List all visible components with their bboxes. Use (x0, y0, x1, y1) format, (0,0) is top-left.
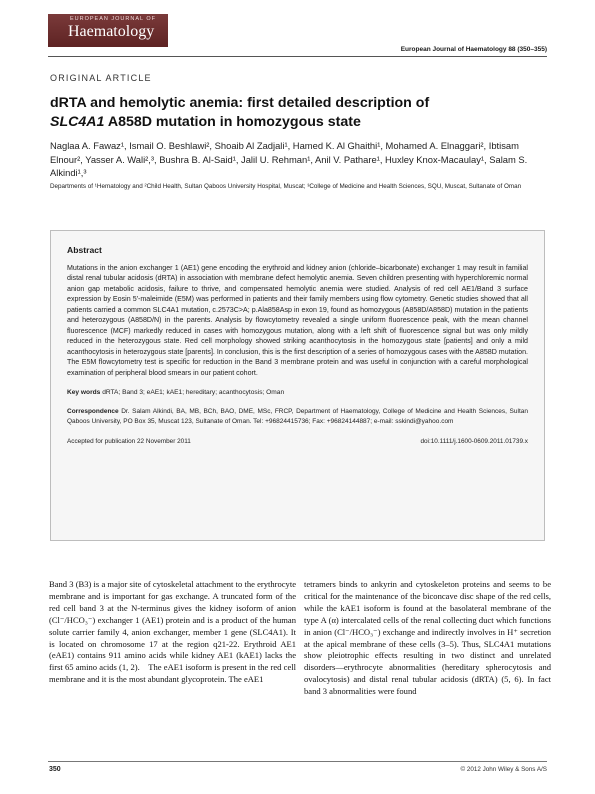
running-header: European Journal of Haematology 88 (350–355) (400, 46, 547, 53)
correspondence-label: Correspondence (67, 407, 119, 415)
keywords-text: dRTA; Band 3; eAE1; kAE1; hereditary; acanthocytosis; Oman (102, 388, 285, 396)
journal-logo (48, 14, 168, 47)
doi-link[interactable]: doi:10.1111/j.1600-0609.2011.01739.x (420, 437, 528, 445)
keywords (67, 388, 528, 398)
keywords-label: Key words (67, 388, 101, 396)
title-line-2: A858D mutation in homozygous state (104, 114, 361, 130)
title-gene: SLC4A1 (50, 114, 105, 130)
logo-small-text: EUROPEAN JOURNAL OF (70, 16, 157, 22)
correspondence-text: Dr. Salam Alkindi, BA, MB, BCh, BAO, DME, MSc, FRCP, Department of Haematology, College of Medicine and Health Sciences, Sultan Qaboos University, PO Box 35, Muscat 123, Sultanate of Oman. Tel: +96824415736; Fax: +96824144887; e-mail: sskindi@yahoo.com (67, 407, 528, 425)
header-rule (48, 56, 547, 57)
abstract-box (50, 230, 545, 541)
footer-rule (48, 761, 547, 762)
copyright-notice: © 2012 John Wiley & Sons A/S (460, 766, 547, 773)
title-line-1: dRTA and hemolytic anemia: first detailed description of (50, 95, 430, 111)
accepted-date: Accepted for publication 22 November 2011 (67, 437, 191, 445)
body-column-right: tetramers binds to ankyrin and cytoskeleton proteins and seems to be critical for the maintenance of the biconcave disc shape of the red cells, while the kAE1 isoform is found at the basolateral membrane of the type A (α) intercalated cells of the renal collecting duct which functions in anion (Cl⁻/HCO₃⁻) exchange and indirectly involves in H⁺ secretion at the apical membrane of these cells (3–5). Thus, SLC4A1 mutations show pleiotrophic effects resulting in two distinct and unrelated disorders—erythrocyte abnormalities (hereditary spherocytosis and ovalocytosis) and distal renal tubular acidosis (dRTA) (5, 6). In fact band 3 abnormalities were found (304, 579, 551, 697)
abstract-text: Mutations in the anion exchanger 1 (AE1) gene encoding the erythroid and kidney anion (chloride–bicarbonate) exchanger 1 may result in familial distal renal tubular acidosis (dRTA) in association with membrane defect hemolytic anemia. Seven children presenting with hyperchloremic normal anion gap metabolic acidosis, failure to thrive, and compensated hemolytic anemia were studied. Analysis of red cell AE1/Band 3 surface expression by Eosin 5′-maleimide (E5M) was performed in patients and their family members using flow cytometry. Genetic studies showed that all patients carried a common SLC4A1 mutation, c.2573C>A; p.Ala858Asp in exon 19, found as homozygous (A858D/A858D) mutation in the patients and heterozygous (A858D/N) in the parents. Analysis by flowcytometry revealed a single uniform fluorescence peak, with the mean channel fluorescence (MCF) markedly reduced in cases with homozygous mutation, along with a left shift of fluorescence signal but was only mildly reduced in the heterozygous state. Red cell morphology showed striking acanthocytosis in the homozygous state [patients] and only a mild acanthocytosis in heterozygous state [parents]. In conclusion, this is the first description of a series of homozygous cases with the A858D mutation. The E5M flowcytometry test is specific for reduction in the Band 3 membrane protein and was useful in conjunction with a careful morphological examination of peripheral blood smears in our patient cohort. (67, 264, 528, 377)
correspondence (67, 407, 528, 427)
page-number: 350 (49, 766, 61, 773)
logo-title: Haematology (68, 23, 155, 40)
author-list: Naglaa A. Fawaz¹, Ismail O. Beshlawi², Shoaib Al Zadjali¹, Hamed K. Al Ghaithi¹, Mohamed A. Elnaggari², Ibtisam Elnour², Yasser A. Wali²,³, Bushra B. Al-Said¹, Jalil U. Rehman¹, Anil V. Pathare¹, Huxley Knox-Macaulay¹, Salam S. Alkindi¹,³ (50, 140, 528, 178)
body-column-left: Band 3 (B3) is a major site of cytoskeletal attachment to the erythrocyte membrane and is important for gas exchange. A truncated form of the red cell band 3 at the N-terminus gives the kidney isoform of anion (Cl⁻/HCO₃⁻) exchanger 1 (AE1) protein and is a product of the human solute carrier family 4, anion exchanger, member 1 gene (SLC4A1). It is located on chromosome 17 at the region q21-22. Erythroid AE1 (eAE1) contains 911 amino acids while kidney AE1 (kAE1) lacks the first 65 amino acids (1, 2). The eAE1 isoform is present in the red cell membrane and it is the most abundant glycoprotein. The eAE1 (49, 579, 296, 685)
abstract-content (67, 245, 528, 445)
affiliations: Departments of ¹Hematology and ²Child Health, Sultan Qaboos University Hospital, Muscat; ³College of Medicine and Health Sciences, SQU, Muscat, Sultanate of Oman (50, 183, 522, 190)
article-title (50, 94, 550, 132)
abstract-heading: Abstract (67, 245, 102, 255)
publication-info-row (67, 438, 528, 445)
section-label: ORIGINAL ARTICLE (50, 73, 152, 83)
